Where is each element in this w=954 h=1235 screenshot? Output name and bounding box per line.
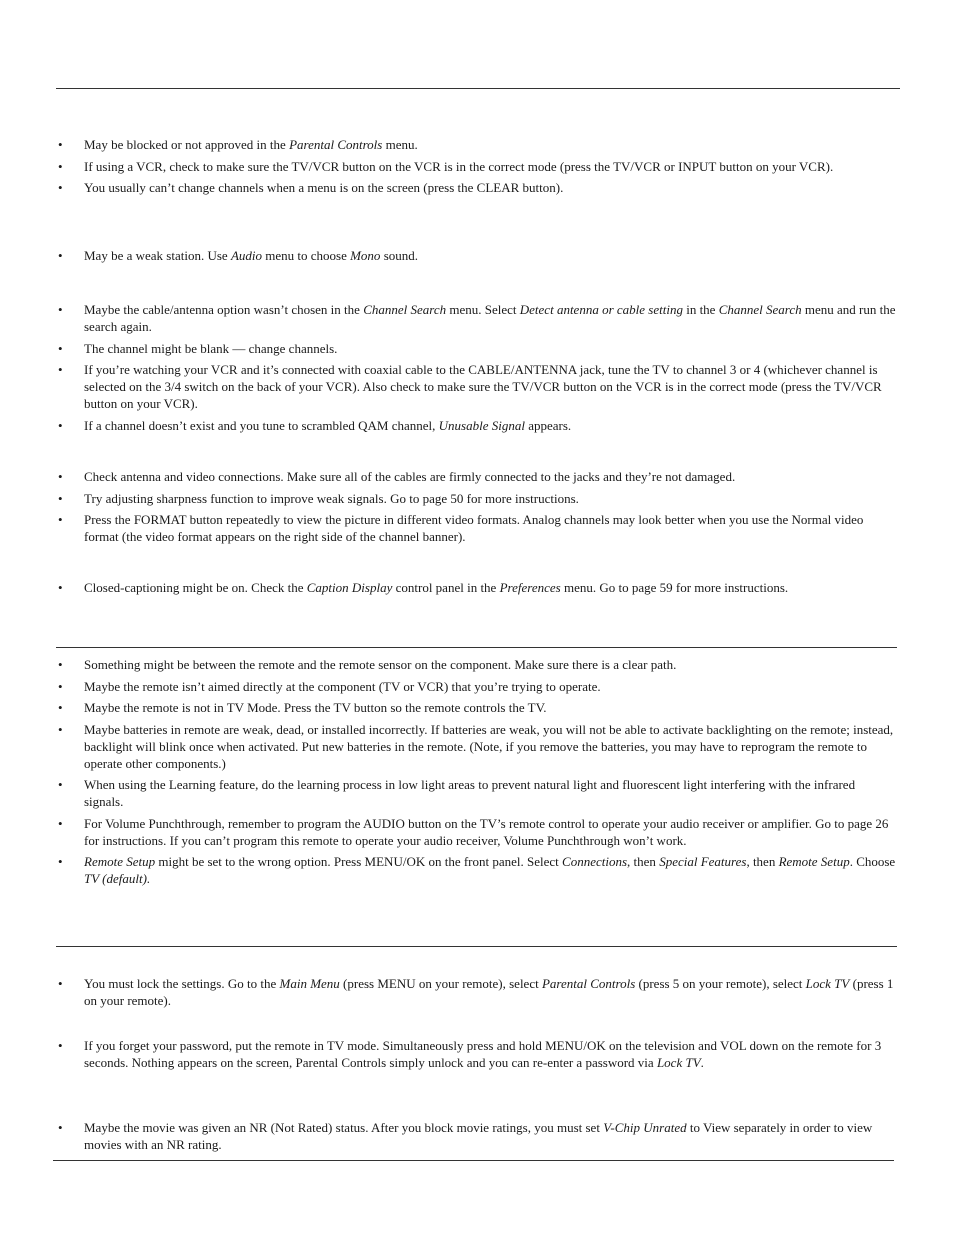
list-item-text: Maybe the remote is not in TV Mode. Press the TV button so the remote controls the TV. bbox=[84, 700, 547, 715]
list-item-emphasis: Lock TV bbox=[656, 1055, 701, 1070]
list-item-text: sound. bbox=[380, 248, 418, 263]
list-item bbox=[56, 975, 896, 1009]
list-item-text: control panel in the bbox=[392, 580, 500, 595]
list-item-text: Maybe the remote isn’t aimed directly at the component (TV or VCR) that you’re trying to operate. bbox=[84, 678, 601, 694]
list-item bbox=[56, 158, 896, 175]
list-item-emphasis: Remote Setup bbox=[84, 854, 156, 869]
list-item-text: . bbox=[700, 1055, 704, 1070]
list-item-text: menu. bbox=[382, 137, 418, 152]
list-item bbox=[56, 1037, 896, 1071]
bottom-rule bbox=[53, 1160, 894, 1161]
list-item-emphasis: Remote Setup bbox=[778, 854, 850, 869]
list-item-text: (press 5 on your remote), select bbox=[635, 976, 806, 991]
section-rule-remote bbox=[56, 647, 897, 648]
list-item-emphasis: Main Menu bbox=[279, 976, 340, 991]
list-item-text: . Choose bbox=[849, 854, 896, 869]
list-item bbox=[56, 340, 896, 357]
bullet-list-channel-change bbox=[56, 136, 896, 201]
list-item-text: appears. bbox=[524, 417, 572, 433]
list-item bbox=[56, 136, 896, 153]
list-item-text: menu and run the search again. bbox=[84, 302, 896, 334]
list-item-text: in the bbox=[682, 302, 719, 317]
list-item bbox=[56, 417, 896, 434]
list-item-text: You must lock the settings. Go to the bbox=[84, 976, 280, 991]
list-item bbox=[56, 490, 896, 507]
list-item bbox=[56, 361, 896, 412]
list-item-text: Check antenna and video connections. Make sure all of the cables are firmly connected to the jacks and they’re not damaged. bbox=[84, 469, 736, 484]
list-item-text: If you’re watching your VCR and it’s connected with coaxial cable to the CABLE/ANTENNA jack, tune the TV to channel 3 or 4 (whichever channel is selected on the 3/4 switch on the back of your VCR). Also check to make sure the TV/VCR button on the VCR is in the correct mode (press the TV/VCR button on your VCR). bbox=[84, 362, 882, 411]
list-item-text: You usually can’t change channels when a menu is on the screen (press the CLEAR button). bbox=[84, 180, 564, 195]
list-item bbox=[56, 853, 896, 887]
list-item-text: Press the FORMAT button repeatedly to view the picture in different video formats. Analog channels may look better when you use the Normal video format (the video format appears on the right side of the channel banner). bbox=[84, 512, 864, 544]
list-item-emphasis: Channel Search bbox=[363, 302, 447, 317]
list-item-emphasis: Special Features bbox=[659, 854, 747, 869]
list-item-text: menu. Select bbox=[446, 302, 520, 317]
list-item bbox=[56, 678, 896, 695]
list-item-emphasis: Audio bbox=[230, 248, 262, 263]
list-item-text: menu to choose bbox=[262, 248, 351, 263]
bullet-list-movie-rating bbox=[56, 1119, 896, 1158]
bullet-list-audio bbox=[56, 247, 896, 269]
list-item-emphasis: Detect antenna or cable setting bbox=[519, 302, 683, 317]
list-item-text: might be set to the wrong option. Press MENU/OK on the front panel. Select bbox=[155, 854, 563, 869]
list-item-emphasis: Parental Controls bbox=[541, 976, 636, 991]
list-item-text: , then bbox=[627, 854, 660, 869]
list-item-emphasis: Connections bbox=[562, 854, 628, 869]
bullet-list-caption bbox=[56, 579, 896, 601]
list-item-text: to View separately in order to view movies with an NR rating. bbox=[84, 1120, 873, 1152]
list-item-emphasis: Caption Display bbox=[306, 580, 393, 595]
list-item bbox=[56, 511, 896, 545]
list-item-text: Closed-captioning might be on. Check the bbox=[84, 580, 307, 595]
list-item-text: (press 1 on your remote). bbox=[84, 976, 894, 1008]
bullet-list-password bbox=[56, 1037, 896, 1076]
list-item bbox=[56, 656, 896, 673]
list-item-text: , then bbox=[746, 854, 779, 869]
list-item-text: If a channel doesn’t exist and you tune to scrambled QAM channel, bbox=[84, 417, 439, 433]
list-item-text: If using a VCR, check to make sure the TV/VCR button on the VCR is in the correct mode (press the TV/VCR or INPUT button on your VCR). bbox=[84, 158, 834, 174]
list-item-text: menu. Go to page 59 for more instructions. bbox=[560, 580, 789, 595]
list-item bbox=[56, 179, 896, 196]
list-item-text: Maybe the cable/antenna option wasn’t chosen in the bbox=[84, 302, 364, 317]
list-item-emphasis: Mono bbox=[350, 248, 381, 263]
list-item-text: Maybe batteries in remote are weak, dead, or installed incorrectly. If batteries are weak, you will not be able to activate backlighting on the remote; instead, backlight will blink once when activated. Put new batteries in the remote. (Note, if you remove the batteries, you may have to reprogram the remote to operate other components.) bbox=[84, 721, 894, 771]
bullet-list-remote bbox=[56, 656, 896, 892]
list-item bbox=[56, 247, 896, 264]
list-item-emphasis: Parental Controls bbox=[289, 137, 383, 152]
list-item-text: When using the Learning feature, do the learning process in low light areas to prevent natural light and fluorescent light interfering with the infrared signals. bbox=[84, 777, 856, 809]
list-item bbox=[56, 721, 896, 772]
top-rule bbox=[56, 88, 900, 89]
bullet-list-picture-quality bbox=[56, 468, 896, 550]
list-item-text: Try adjusting sharpness function to improve weak signals. Go to page 50 for more instructions. bbox=[84, 490, 579, 506]
bullet-list-no-picture bbox=[56, 301, 896, 438]
list-item bbox=[56, 699, 896, 716]
bullet-list-lock bbox=[56, 975, 896, 1014]
list-item-text: The channel might be blank — change channels. bbox=[84, 340, 338, 356]
list-item-text: May be blocked or not approved in the bbox=[84, 137, 290, 152]
list-item bbox=[56, 468, 896, 485]
list-item-emphasis: V-Chip Unrated bbox=[603, 1120, 687, 1135]
list-item-emphasis: Preferences bbox=[499, 580, 561, 595]
list-item bbox=[56, 579, 896, 596]
list-item-text: Something might be between the remote and the remote sensor on the component. Make sure there is a clear path. bbox=[84, 657, 677, 672]
list-item-emphasis: TV (default). bbox=[84, 871, 151, 886]
list-item-emphasis: Unusable Signal bbox=[438, 417, 525, 433]
list-item bbox=[56, 776, 896, 810]
list-item-text: If you forget your password, put the remote in TV mode. Simultaneously press and hold MENU/OK on the television and VOL down on the remote for 3 seconds. Nothing appears on the screen, Parental Controls simply unlock and you can re-enter a password via bbox=[84, 1038, 882, 1070]
list-item-text: (press MENU on your remote), select bbox=[339, 976, 542, 991]
list-item-text: For Volume Punchthrough, remember to program the AUDIO button on the TV’s remote control to operate your audio receiver or amplifier. Go to page 26 for instructions. If you can’t program this remote to operate your audio receiver, Volume Punchthrough won’t work. bbox=[84, 815, 889, 848]
list-item-text: Maybe the movie was given an NR (Not Rated) status. After you block movie ratings, you must set bbox=[84, 1120, 604, 1135]
list-item-emphasis: Lock TV bbox=[805, 976, 850, 991]
list-item-emphasis: Channel Search bbox=[718, 302, 802, 317]
list-item bbox=[56, 1119, 896, 1153]
list-item bbox=[56, 301, 896, 335]
list-item-text: May be a weak station. Use bbox=[84, 248, 231, 263]
list-item bbox=[56, 815, 896, 849]
section-rule-parental bbox=[56, 946, 897, 947]
